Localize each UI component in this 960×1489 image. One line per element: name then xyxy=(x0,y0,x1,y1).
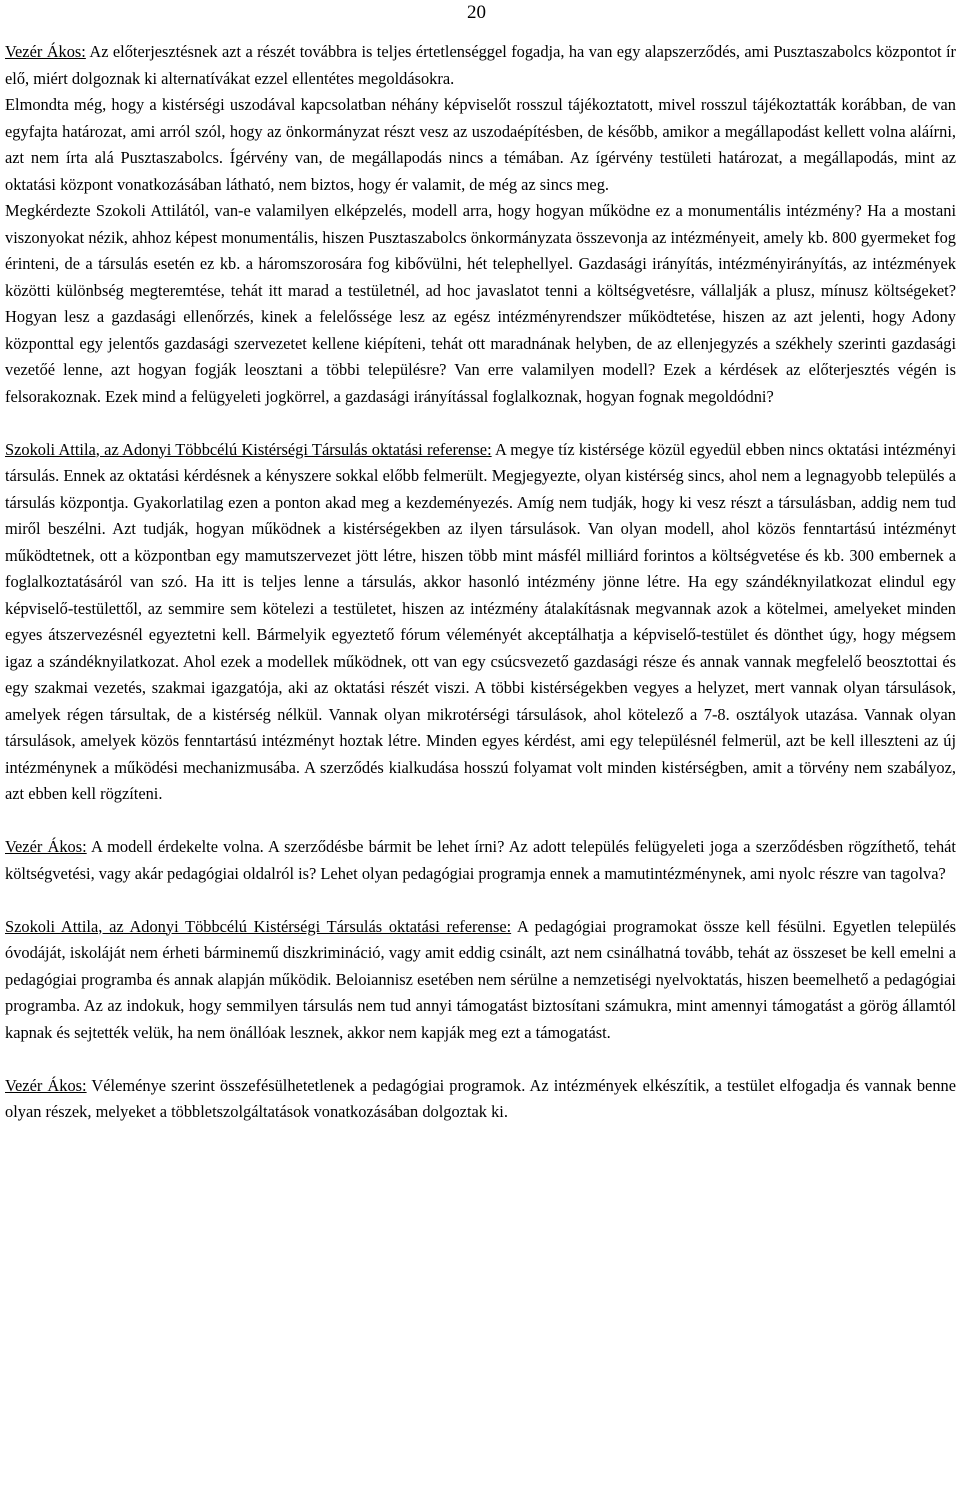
paragraph xyxy=(5,198,956,410)
paragraph-gap xyxy=(5,1046,956,1073)
paragraph-gap xyxy=(5,808,956,835)
paragraph-text: Elmondta még, hogy a kistérségi uszodával kapcsolatban néhány képviselőt rosszul tájékoztatott, mivel rosszul tájékoztatták korábban, de van egyfajta határozat, ami arról szól, hogy az önkormányzat részt vesz az uszodaépítésben, de később, amikor a megállapodást kellett volna aláírni, azt nem írta alá Pusztaszabolcs. Ígérvény van, de megállapodás nincs a témában. Az ígérvény testületi határozat, a megállapodás, mint az oktatási központ vonatkozásában látható, nem biztos, hogy ér valamit, de még az sincs meg. xyxy=(5,95,956,194)
paragraph-text: Megkérdezte Szokoli Attilától, van-e valamilyen elképzelés, modell arra, hogy hogyan működne ez a monumentális intézmény? Ha a mostani viszonyokat nézik, ahhoz képest monumentális, hiszen Pusztaszabolcs önkormányzata összevonja az intézményeit, amely kb. 800 gyermeket fog érinteni, de a társulás esetén ez kb. a háromszorosára fog kibővülni, hét telephellyel. Gazdasági irányítás, intézményirányítás, az intézmények közötti különbség megteremtése, tehát itt marad a testületnél, ad hoc javaslatot tenni a költségvetésre, vállalják a plusz, mínusz költségeket? Hogyan lesz a gazdasági ellenőrzés, kinek a felelőssége lesz az egész intézményrendszer működtetése, hiszen az azt jelenti, hogy Adony központtal egy jelentős gazdasági szervezetet kellene kiépíteni, tehát ott maradnának helyben, de az ellenjegyzés a székhely szerinti gazdasági vezetőé lenne, azt hogyan fogják leosztani a többi településre? Van erre valamilyen modell? Ezek a kérdések az előterjesztés végén is felsorakoznak. Ezek mind a felügyeleti jogkörrel, a gazdasági irányítással foglalkoznak, hogyan fognak megoldódni? xyxy=(5,201,956,406)
speaker-name: Szokoli Attila, az Adonyi Többcélú Kistérségi Társulás oktatási referense: xyxy=(5,916,512,936)
paragraph-text: Az előterjesztésnek azt a részét továbbra is teljes értetlenséggel fogadja, ha van egy alapszerződés, ami Pusztaszabolcs központot ír elő, miért dolgoznak ki alternatívákat ezzel ellentétes megoldásokra. xyxy=(5,42,957,88)
speaker-name: Vezér Ákos: xyxy=(5,1075,87,1095)
paragraph-gap xyxy=(5,887,956,914)
paragraph-text: A pedagógiai programokat össze kell fésülni. Egyetlen település óvodáját, iskoláját nem érheti bárminemű diszkrimináció, vagy amit eddig csinált, azt nem csinálhatná tovább, tehát az összeset be kell emelni a pedagógiai programba és annak alapján működik. Beloiannisz esetében nem sérülne a nemzetiségi nyelvoktatás, hiszen beemelhető a pedagógiai programba. Az az indokuk, hogy semmilyen társulás nem tud annyi támogatást biztosítani számukra, mint amennyi támogatást a görög államtól kapnak és sejtették velük, ha nem önállóak lesznek, akkor nem kapják meg ezt a támogatást. xyxy=(5,916,956,1042)
speaker-name: Vezér Ákos: xyxy=(5,42,86,61)
paragraph-gap xyxy=(5,410,956,437)
paragraph xyxy=(5,834,956,887)
page-content xyxy=(5,39,956,1126)
paragraph-text: A megye tíz kistérsége közül egyedül ebben nincs oktatási intézményi társulás. Ennek az oktatási kérdésnek a kényszere sokkal előbb felmerült. Megjegyezte, olyan kistérség sincs, ahol nem a legnagyobb település a társulás központja. Gyakorlatilag ezen a ponton akad meg a kezdeményezés. Amíg nem tudják, hogy ki vesz részt a társulásban, addig nem tud miről beszélni. Azt tudják, hogyan működnek a kistérségekben az ilyen társulások. Van olyan modell, ahol közös fenntartású intézményt működtetnek, ott a központban egy mamutszervezet jött létre, hiszen több mint másfél milliárd forintos a költségvetése és kb. 300 embernek a foglalkoztatásáról van szó. Ha itt is teljes lenne a társulás, akkor hasonló intézmény jönne létre. Ha egy szándéknyilatkozat elindul egy képviselő-testülettől, az semmire sem kötelezi a testületet, hiszen az intézmény átalakításnak megvannak azok a kötelmei, amelyeket minden egyes átszervezésnél egyeztetni kell. Bármelyik egyeztető fórum véleményét akceptálhatja a képviselő-testület és dönthet úgy, hogy mégsem igaz a szándéknyilatkozat. Ahol ezek a modellek működnek, ott van egy csúcsvezető gazdasági része és annak vannak megfelelő beosztottai és egy szakmai vezetés, szakmai igazgatója, aki az oktatási részét viszi. A többi kistérségekben vegyes a helyzet, mert vannak olyan társulások, amelyek régen társultak, de a kistérség nélkül. Vannak olyan mikrotérségi társulások, ahol kötelező a 7-8. osztályok utazása. Vannak olyan társulások, amelyek közös fenntartású intézményt hoztak létre. Minden egyes kérdést, ami egy településnél felmerül, azt be kell illeszteni az új intézménynek a működési mechanizmusába. A szerződés kialkudása hosszú folyamat volt minden kistérségben, amit a törvény nem szabályoz, azt ebben kell rögzíteni. xyxy=(5,439,957,803)
paragraph xyxy=(5,1073,956,1126)
paragraph xyxy=(5,39,956,92)
paragraph-text: A modell érdekelte volna. A szerződésbe bármit be lehet írni? Az adott település felügyeleti joga a szerződésben rögzíthető, tehát költségvetési, vagy akár pedagógiai oldalról is? Lehet olyan pedagógiai programja ennek a mamutintézménynek, ami nyolc részre van tagolva? xyxy=(5,837,956,883)
paragraph xyxy=(5,92,956,198)
speaker-name: Szokoli Attila, az Adonyi Többcélú Kistérségi Társulás oktatási referense: xyxy=(5,439,492,459)
paragraph-text: Véleménye szerint összefésülhetetlenek a pedagógiai programok. Az intézmények elkészítik, a testület elfogadja és vannak benne olyan részek, melyeket a többletszolgáltatások vonatkozásában dolgoztak ki. xyxy=(5,1075,956,1121)
paragraph xyxy=(5,914,956,1047)
speaker-name: Vezér Ákos: xyxy=(5,837,87,856)
paragraph xyxy=(5,437,956,808)
page-number: 20 xyxy=(467,2,486,23)
